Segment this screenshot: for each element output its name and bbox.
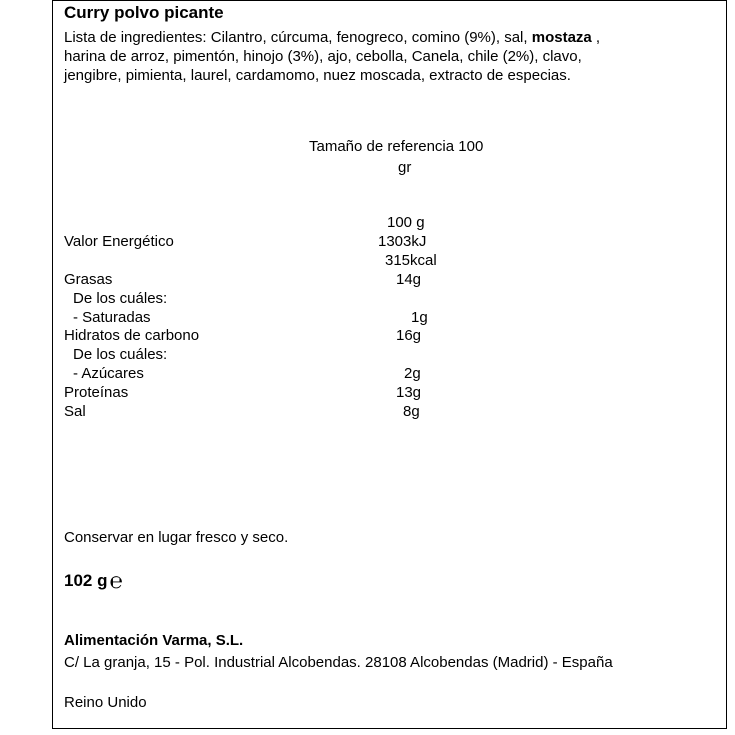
protein-label: Proteínas [64, 384, 129, 401]
carbs-value: 16g [396, 327, 422, 344]
saturated-value: 1g [411, 309, 428, 326]
fat-of-which-label: De los cuáles: [73, 290, 168, 307]
storage-instructions: Conservar en lugar fresco y seco. [64, 529, 289, 546]
country-of-origin: Reino Unido [64, 694, 147, 711]
sugars-value: 2g [404, 365, 421, 382]
company-address: C/ La granja, 15 - Pol. Industrial Alcobendas. 28108 Alcobendas (Madrid) - España [64, 654, 613, 671]
energy-kcal-value: 315kcal [385, 252, 437, 269]
ingredients-text-1-end: , [591, 29, 601, 46]
estimated-sign-icon: ℮ [109, 568, 123, 593]
carbs-of-which-label: De los cuáles: [73, 346, 168, 363]
net-weight [64, 570, 123, 592]
fat-value: 14g [396, 271, 422, 288]
energy-kj-value: 1303kJ [378, 233, 427, 250]
ingredients-list [64, 28, 664, 85]
salt-value: 8g [403, 403, 420, 420]
sugars-label: - Azúcares [73, 365, 144, 382]
label-frame [52, 0, 727, 729]
energy-label: Valor Energético [64, 233, 174, 250]
allergen-highlight: mostaza [531, 29, 592, 46]
fat-label: Grasas [64, 271, 113, 288]
ingredients-text-1: Lista de ingredientes: Cilantro, cúrcuma, fenogreco, comino (9%), sal, [64, 29, 532, 46]
reference-size-line2: gr [398, 159, 412, 176]
saturated-label: - Saturadas [73, 309, 151, 326]
carbs-label: Hidratos de carbono [64, 327, 200, 344]
ingredients-text-2: harina de arroz, pimentón, hinojo (3%), ajo, cebolla, Canela, chile (2%), clavo, [64, 48, 582, 65]
protein-value: 13g [396, 384, 422, 401]
company-name: Alimentación Varma, S.L. [64, 632, 244, 649]
net-weight-value: 102 g [64, 571, 108, 590]
salt-label: Sal [64, 403, 86, 420]
product-title: Curry polvo picante [64, 3, 224, 22]
reference-size-line1: Tamaño de referencia 100 [309, 138, 484, 155]
nutrition-column-header: 100 g [387, 214, 425, 231]
ingredients-text-3: jengibre, pimienta, laurel, cardamomo, nuez moscada, extracto de especias. [64, 67, 571, 84]
